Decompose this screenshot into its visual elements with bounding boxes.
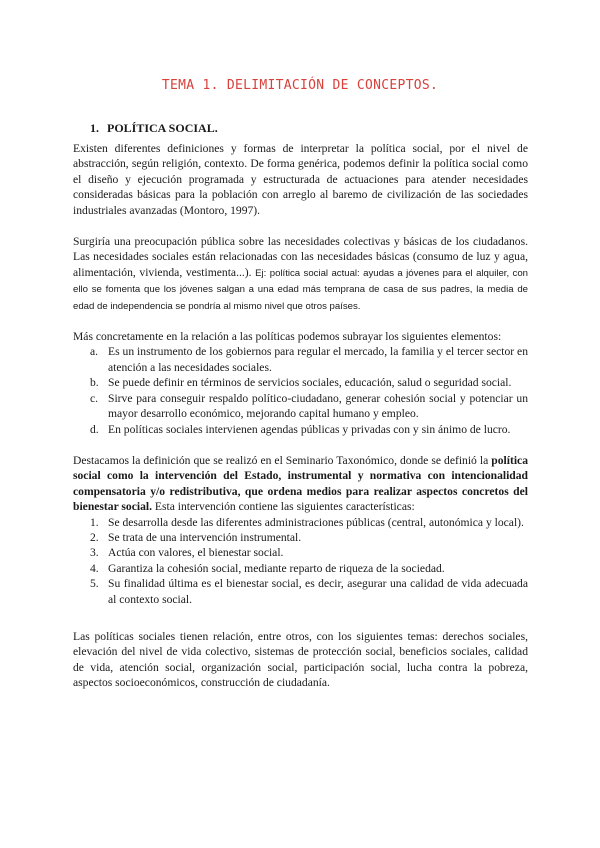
paragraph-needs-text: Surgiría una preocupación pública sobre las necesidades colectivas y básicas de los ciudadanos. Las necesidades sociales están relacionadas con las necesidades básicas (consumo de luz y agua, alimentación, vivienda, vestimenta...). — [73, 235, 528, 279]
list-marker: a. — [90, 345, 99, 359]
list-item — [73, 391, 528, 422]
list-item-text: Garantiza la cohesión social, mediante reparto de riqueza de la sociedad. — [108, 561, 445, 575]
document-title: TEMA 1. DELIMITACIÓN DE CONCEPTOS. — [161, 78, 439, 93]
list-item — [73, 344, 528, 375]
section-heading-text: POLÍTICA SOCIAL. — [107, 121, 218, 135]
section-number: 1. — [90, 121, 99, 135]
paragraph-needs-example: Ej: política social actual: ayudas a jóvenes para el alquiler, con ello se fomenta que los jóvenes salgan a una edad más temprana de casa de sus padres, la media de edad de independencia se pondría al mismo nivel que otros países. — [73, 267, 528, 312]
list-item — [73, 375, 528, 390]
paragraph-taxonomic-definition — [73, 453, 528, 515]
taxonomic-after: Esta intervención contiene las siguientes características: — [152, 500, 415, 514]
list-marker: b. — [90, 376, 99, 390]
document-body — [73, 141, 528, 691]
paragraph-definition: Existen diferentes definiciones y formas de interpretar la política social, por el nivel de abstracción, según religión, contexto. De forma genérica, podemos definir la política social como el diseño y ejecución programada y estructurada de actuaciones para atender necesidades consideradas básicas para la población con arreglo al baremo de civilización de las sociedades industriales avanzadas (Montoro, 1997). — [73, 142, 528, 217]
list-item-text: Se puede definir en términos de servicios sociales, educación, salud o seguridad social. — [108, 376, 512, 390]
list-marker: 2. — [90, 530, 99, 544]
paragraph-related-topics: Las políticas sociales tienen relación, entre otros, con los siguientes temas: derechos sociales, elevación del nivel de vida colectivo, sistemas de protección social, beneficios sociales, calidad de vida, atención social, organización social, participación social, lucha contra la pobreza, aspectos socioeconómicos, construcción de ciudadanía. — [73, 629, 528, 690]
list-item — [73, 545, 528, 560]
list-marker: 3. — [90, 546, 99, 560]
list-item — [73, 515, 528, 530]
list-item — [73, 576, 528, 607]
taxonomic-intro: Destacamos la definición que se realizó en el Seminario Taxonómico, donde se definió la — [73, 453, 492, 467]
list-marker: 5. — [90, 577, 99, 591]
list-item — [73, 530, 528, 545]
letter-list — [73, 344, 528, 436]
list-item-text: Actúa con valores, el bienestar social. — [108, 546, 284, 560]
list-marker: 1. — [90, 515, 99, 529]
list-item-text: Su finalidad última es el bienestar social, es decir, asegurar una calidad de vida adecuada al contexto social. — [108, 577, 528, 606]
paragraph-needs — [73, 234, 528, 314]
list-item — [73, 422, 528, 437]
section-heading — [90, 121, 218, 136]
list-item-text: Sirve para conseguir respaldo político-ciudadano, generar cohesión social y potenciar un mayor desarrollo económico, mejorando capital humano y empleo. — [108, 391, 528, 421]
list-item-text: Se trata de una intervención instrumental. — [108, 530, 302, 544]
list-marker: 4. — [90, 561, 99, 575]
list-item-text: Se desarrolla desde las diferentes administraciones públicas (central, autonómica y local). — [108, 515, 524, 529]
list-item-text: Es un instrumento de los gobiernos para regular el mercado, la familia y el tercer sector en atención a las necesidades sociales. — [108, 345, 528, 374]
list-item-text: En políticas sociales intervienen agendas públicas y privadas con y sin ánimo de lucro. — [108, 422, 511, 436]
paragraph-elements-intro: Más concretamente en la relación a las políticas podemos subrayar los siguientes elementos: — [73, 330, 502, 344]
list-marker: d. — [90, 422, 99, 436]
list-marker: c. — [90, 391, 99, 405]
list-item — [73, 561, 528, 576]
taxonomic-definition-bold: política social como la intervención del Estado, instrumental y normativa con intencionalidad compensatoria y/o redistributiva, que ordena medios para realizar aspectos concretos del bienestar social. — [73, 453, 528, 514]
number-list — [73, 515, 528, 607]
